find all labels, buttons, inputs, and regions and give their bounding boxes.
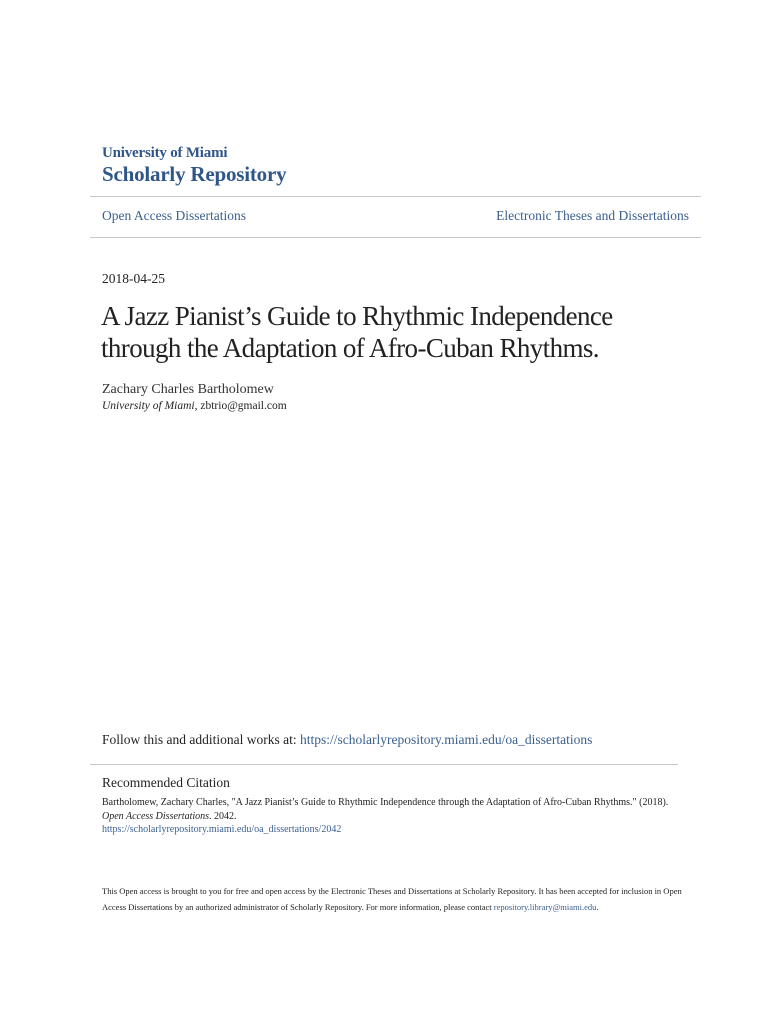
electronic-theses-link[interactable]: Electronic Theses and Dissertations (496, 208, 689, 223)
citation-journal: Open Access Dissertations (102, 810, 210, 822)
title-line-2: through the Adaptation of Afro-Cuban Rhythms. (101, 333, 599, 363)
header-rule-top (90, 196, 701, 197)
header-rule-bottom (90, 237, 701, 238)
repository-brand[interactable] (102, 144, 286, 186)
follow-url-link[interactable]: https://scholarlyrepository.miami.edu/oa_dissertations (300, 732, 593, 747)
citation-rule (90, 764, 678, 765)
author-name: Zachary Charles Bartholomew (102, 382, 274, 397)
recommended-citation-heading: Recommended Citation (102, 775, 230, 790)
notice-text: This Open access is brought to you for free and open access by the Electronic Theses and Dissertations at Scholarly Repository. It has been accepted for inclusion in Open Access Dissertations by an authorized administrator of Scholarly Repository. For more information, please contact (102, 886, 682, 912)
follow-line (102, 731, 592, 749)
author-email: zbtrio@gmail.com (200, 400, 287, 412)
repository-name[interactable]: Scholarly Repository (102, 162, 287, 186)
citation-text (102, 796, 682, 837)
access-notice (102, 884, 682, 915)
open-access-dissertations-link[interactable]: Open Access Dissertations (102, 208, 246, 223)
citation-suffix: . 2042. (209, 810, 237, 822)
follow-label: Follow this and additional works at: (102, 732, 300, 747)
affiliation-separator: , (194, 400, 201, 412)
author-affiliation (102, 399, 287, 414)
university-name: University of Miami (102, 145, 228, 161)
title-line-1: A Jazz Pianist’s Guide to Rhythmic Independence (101, 301, 613, 331)
publication-date: 2018-04-25 (102, 271, 165, 286)
document-title (101, 300, 701, 364)
citation-url-link[interactable]: https://scholarlyrepository.miami.edu/oa_dissertations/2042 (102, 824, 342, 835)
affiliation-institution: University of Miami (102, 400, 195, 412)
notice-end: . (596, 901, 599, 912)
citation-prefix: Bartholomew, Zachary Charles, "A Jazz Pianist’s Guide to Rhythmic Independence through the Adaptation of Afro-Cuban Rhythms." (2018). (102, 797, 669, 808)
repository-email-link[interactable]: repository.library@miami.edu (493, 901, 597, 912)
